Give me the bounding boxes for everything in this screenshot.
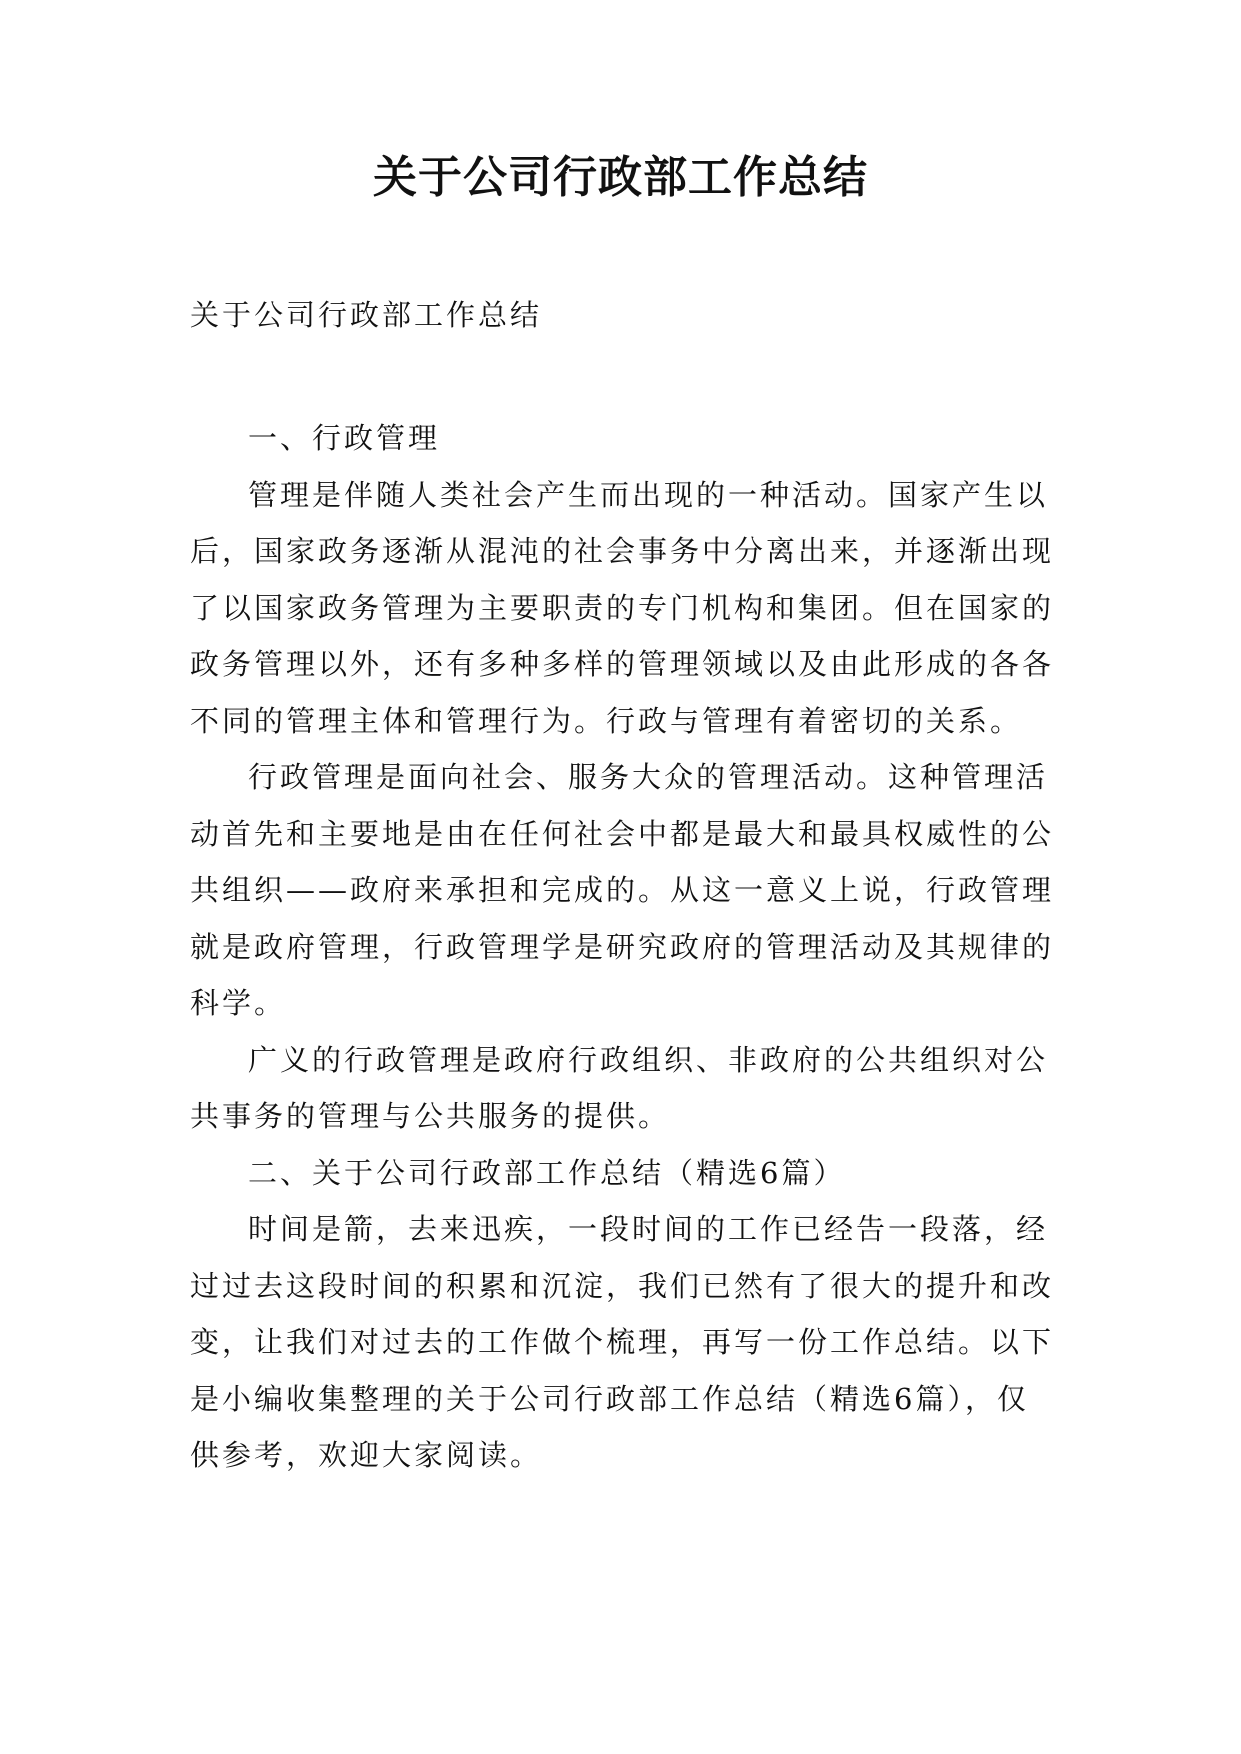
paragraph-2: 行政管理是面向社会、服务大众的管理活动。这种管理活动首先和主要地是由在任何社会中都是最大和最具权威性的公共组织——政府来承担和完成的。从这一意义上说，行政管理就是政府管理，行政管理学是研究政府的管理活动及其规律的科学。 — [190, 760, 1055, 1020]
blank-line — [190, 340, 1055, 410]
paragraph-1: 管理是伴随人类社会产生而出现的一种活动。国家产生以后，国家政务逐渐从混沌的社会事务中分离出来，并逐渐出现了以国家政务管理为主要职责的专门机构和集团。但在国家的政务管理以外，还有多种多样的管理领域以及由此形成的各各不同的管理主体和管理行为。行政与管理有着密切的关系。 — [190, 477, 1055, 738]
paragraph-3: 广义的行政管理是政府行政组织、非政府的公共组织对公共事务的管理与公共服务的提供。 — [190, 1042, 1049, 1133]
document-body — [190, 290, 1055, 1484]
document-title: 关于公司行政部工作总结 — [373, 152, 868, 203]
paragraph-4: 时间是箭，去来迅疾，一段时间的工作已经告一段落，经过过去这段时间的积累和沉淀，我们已然有了很大的提升和改变，让我们对过去的工作做个梳理，再写一份工作总结。以下是小编收集整理的关于公司行政部工作总结（精选6篇），仅供参考，欢迎大家阅读。 — [190, 1212, 1055, 1472]
section-heading-2: 二、关于公司行政部工作总结（精选6篇） — [248, 1155, 846, 1190]
section-heading-1: 一、行政管理 — [248, 421, 441, 455]
document-subtitle: 关于公司行政部工作总结 — [190, 298, 543, 332]
